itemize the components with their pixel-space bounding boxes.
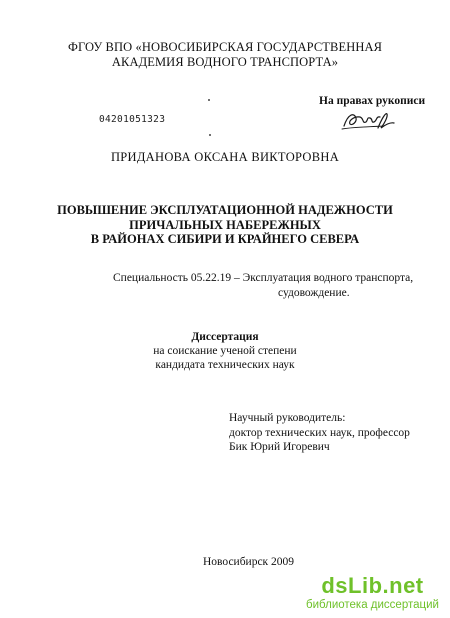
title-line-3: В РАЙОНАХ СИБИРИ И КРАЙНЕГО СЕВЕРА [90, 232, 360, 246]
catalog-number: 04201051323 [99, 114, 166, 125]
degree-line-2: кандидата технических наук [155, 359, 295, 371]
watermark[interactable] [300, 573, 445, 613]
place-and-year: Новосибирск 2009 [203, 556, 295, 568]
organization-header [0, 40, 450, 70]
title-line-2: ПРИЧАЛЬНЫХ НАБЕРЕЖНЫХ [129, 217, 321, 232]
dissertation-title [0, 203, 450, 247]
scan-speck [209, 134, 211, 136]
specialty-line-1: Специальность 05.22.19 – Эксплуатация водного транспорта, [113, 272, 414, 284]
scientific-advisor [229, 411, 410, 455]
handwritten-signature [340, 108, 396, 134]
organization-line-2: АКАДЕМИЯ ВОДНОГО ТРАНСПОРТА» [111, 55, 339, 69]
dissertation-degree [0, 330, 450, 372]
scan-speck [208, 99, 210, 101]
dissertation-heading: Диссертация [191, 331, 259, 343]
advisor-label: Научный руководитель: [229, 412, 346, 424]
rights-notice: На правах рукописи [319, 95, 426, 107]
advisor-degree: доктор технических наук, профессор [229, 426, 410, 439]
advisor-name: Бик Юрий Игоревич [229, 441, 330, 453]
watermark-subtitle: библиотека диссертаций [306, 599, 439, 611]
degree-line-1: на соискание ученой степени [153, 345, 297, 357]
specialty [113, 271, 413, 301]
title-line-1: ПОВЫШЕНИЕ ЭКСПЛУАТАЦИОННОЙ НАДЕЖНОСТИ [57, 203, 393, 217]
specialty-line-2: судовождение. [278, 287, 350, 299]
watermark-logo[interactable]: dsLib.net [321, 573, 424, 598]
author-name: ПРИДАНОВА ОКСАНА ВИКТОРОВНА [110, 150, 340, 164]
signature-scribble [340, 108, 396, 134]
organization-line-1: ФГОУ ВПО «НОВОСИБИРСКАЯ ГОСУДАРСТВЕННАЯ [67, 40, 383, 54]
